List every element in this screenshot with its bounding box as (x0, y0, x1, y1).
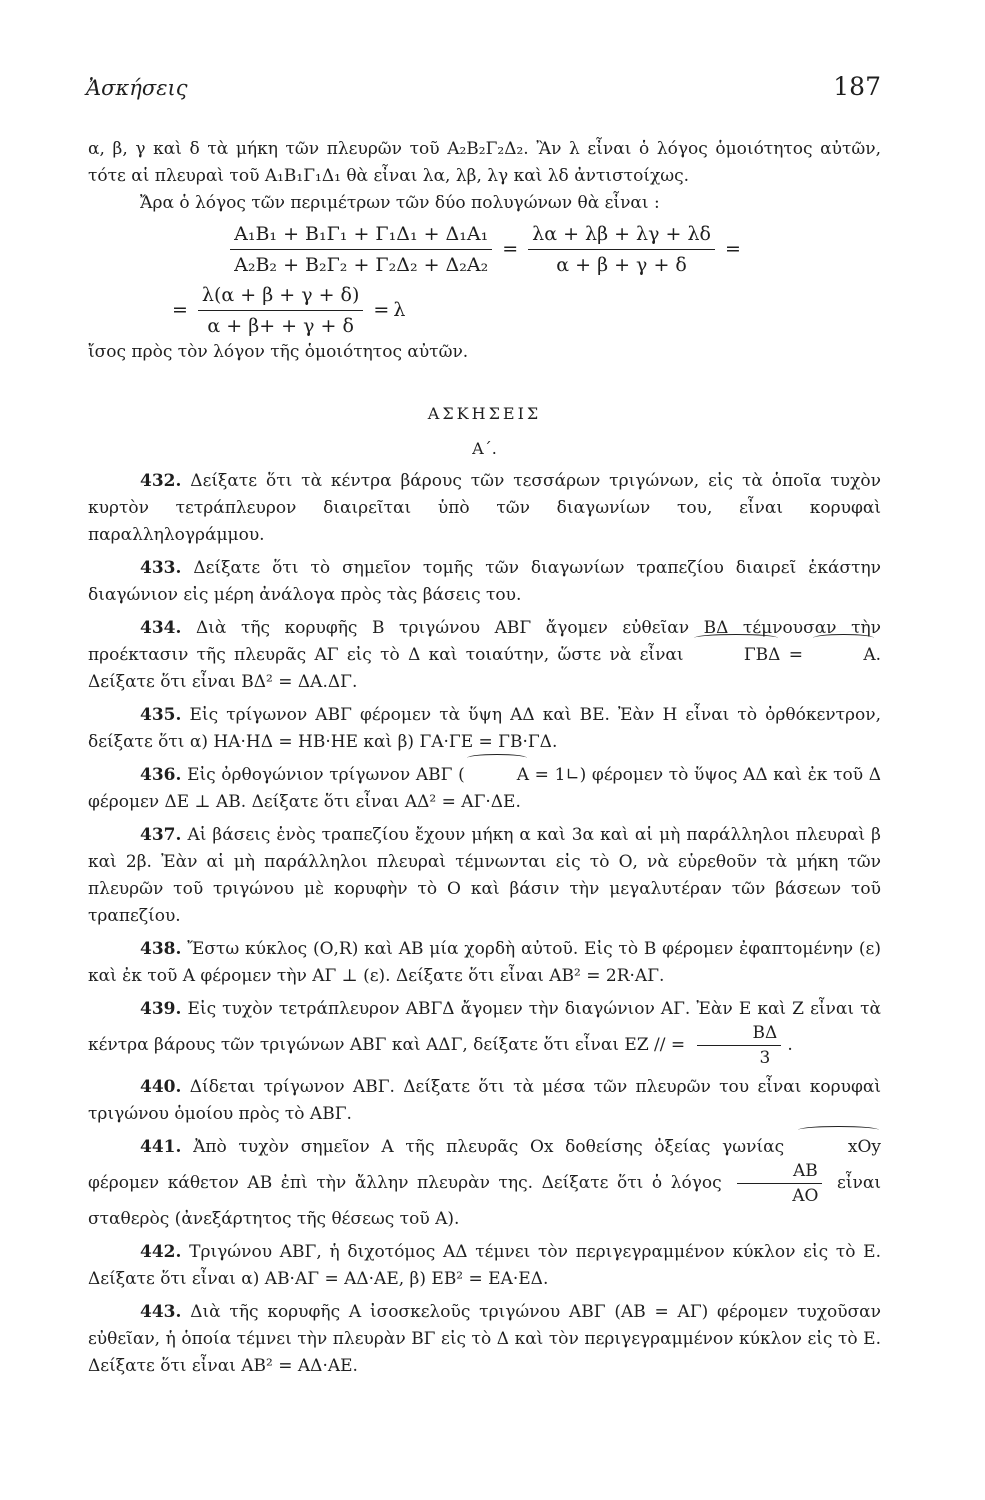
exercise-text: Δίδεται τρίγωνον ΑΒΓ. Δείξατε ὅτι τὰ μέσα τῶν πλευρῶν του εἶναι κορυφαὶ τριγώνου ὁμοίου πρὸς τὸ ΑΒΓ. (88, 1077, 881, 1124)
equation-ratio-lambda (168, 282, 881, 339)
exercise-number: 437. (140, 825, 182, 845)
exercise-number: 438. (140, 939, 182, 959)
fraction-perimeters (230, 221, 492, 278)
angle-gbd: ΓΒΔ (692, 642, 781, 669)
exercise-text-end: = 1∟) φέρομεν τὸ ὕψος ΑΔ καὶ ἐκ τοῦ Δ φέρομεν ΔΕ ⊥ ΑΒ. Δείξατε ὅτι εἶναι ΑΔ² = ΑΓ·ΔΕ. (88, 765, 881, 812)
exercise-number: 433. (140, 558, 182, 578)
fraction-numerator: λα + λβ + λγ + λδ (528, 221, 715, 250)
exercise-437 (88, 822, 881, 930)
exercise-text: Ἔστω κύκλος (Ο,R) καὶ ΑΒ μία χορδὴ αὐτοῦ. Εἰς τὸ Β φέρομεν ἐφαπτομένην (ε) καὶ ἐκ τοῦ Α φέρομεν τὴν ΑΓ ⊥ (ε). Δείξατε ὅτι εἶναι ΑΒ² = 2R·ΑΓ. (88, 939, 882, 986)
exercise-text: Δείξατε ὅτι τὰ κέντρα βάρους τῶν τεσσάρων τριγώνων, εἰς τὰ ὁποῖα τυχὸν κυρτὸν τετράπλευρον διαιρεῖται ὑπὸ τῶν διαγωνίων του, εἶναι κορυφαὶ παραλληλογράμμου. (88, 471, 882, 545)
page-body (88, 136, 881, 1380)
angle-a: Α (811, 642, 875, 669)
exercise-text: Εἰς τυχὸν τετράπλευρον ΑΒΓΔ ἄγομεν τὴν διαγώνιον ΑΓ. Ἐὰν Ε καὶ Ζ εἶναι τὰ κέντρα βάρους τῶν τριγώνων ΑΒΓ καὶ ΑΔΓ, δείξατε ὅτι εἶναι ΕΖ // = (88, 999, 882, 1055)
fraction-ab-over-ao (736, 1161, 822, 1206)
intro-paragraph-1: α, β, γ καὶ δ τὰ μήκη τῶν πλευρῶν τοῦ Α₂Β₂Γ₂Δ₂. Ἂν λ εἶναι ὁ λόγος ὁμοιότητος αὐτῶν, τότε αἱ πλευραὶ τοῦ Α₁Β₁Γ₁Δ₁ θὰ εἶναι λα, λβ, λγ καὶ λδ ἀντιστοίχως. (88, 139, 881, 186)
exercise-text: Διὰ τῆς κορυφῆς Α ἰσοσκελοῦς τριγώνου ΑΒΓ (ΑΒ = ΑΓ) φέρομεν τυχοῦσαν εὐθεῖαν, ἡ ὁποία τέμνει τὴν πλευρὰν ΒΓ εἰς τὸ Δ καὶ τὸν περιγεγραμμένον κύκλον εἰς τὸ Ε. Δείξατε ὅτι εἶναι ΑΒ² = ΑΔ·ΑΕ. (88, 1302, 881, 1376)
exercise-number: 434. (140, 618, 182, 638)
fraction-denominator: 3 (759, 1048, 771, 1068)
equals-sign: = (373, 299, 390, 321)
exercise-435 (88, 702, 881, 756)
intro-paragraph-2: Ἄρα ὁ λόγος τῶν περιμέτρων τῶν δύο πολυγώνων θὰ εἶναι : (140, 193, 660, 213)
equals-sign: = (172, 299, 188, 321)
exercise-441 (88, 1134, 881, 1233)
fraction-denominator: ΑΟ (792, 1186, 819, 1206)
result-lambda: λ (393, 299, 406, 321)
angle-xoy: xΟy (796, 1134, 881, 1161)
exercise-text: Διὰ τῆς κορυφῆς Β τριγώνου ΑΒΓ ἄγομεν εὐθεῖαν ΒΔ τέμνουσαν τὴν προέκτασιν τῆς πλευρᾶς ΑΓ εἰς τὸ Δ καὶ τοιαύτην, ὥστε νὰ εἶναι (88, 618, 881, 665)
exercise-number: 432. (140, 471, 182, 491)
page-number: 187 (833, 72, 881, 101)
exercise-number: 441. (140, 1137, 182, 1157)
exercise-438 (88, 936, 881, 990)
angle-a: Α (465, 762, 529, 789)
equals-sign: = (724, 238, 741, 260)
exercise-434 (88, 615, 881, 696)
exercise-text: Εἰς ὀρθογώνιον τρίγωνον ΑΒΓ ( (187, 765, 465, 785)
exercise-432 (88, 468, 881, 549)
exercise-text-end: . (787, 1035, 793, 1055)
section-title: ΑΣΚΗΣΕΙΣ (427, 404, 542, 423)
section-subtitle: Α΄. (472, 439, 497, 458)
page-header (86, 72, 881, 108)
fraction-denominator: α + β+ + γ + δ (207, 315, 354, 337)
exercise-text: Αἱ βάσεις ἑνὸς τραπεζίου ἔχουν μήκη α καὶ 3α καὶ αἱ μὴ παράλληλοι πλευραὶ β καὶ 2β. Ἐὰν αἱ μὴ παράλληλοι πλευραὶ τέμνωνται εἰς τὸ Ο, νὰ εὑρεθοῦν τὰ μήκη τῶν πλευρῶν τοῦ τριγώνου μὲ κορυφὴν τὸ Ο καὶ βάσιν τὴν μεγαλυτέραν τῶν βάσεων τοῦ τραπεζίου. (88, 825, 882, 926)
exercise-text: Τριγώνου ΑΒΓ, ἡ διχοτόμος ΑΔ τέμνει τὸν περιγεγραμμένον κύκλον εἰς τὸ Ε. Δείξατε ὅτι εἶναι α) ΑΒ·ΑΓ = ΑΔ·ΑΕ, β) ΕΒ² = ΕΑ·ΕΔ. (88, 1242, 881, 1289)
exercise-number: 442. (140, 1242, 182, 1262)
equals-text: = (780, 645, 812, 665)
exercise-439 (88, 996, 881, 1068)
exercise-text: Δείξατε ὅτι τὸ σημεῖον τομῆς τῶν διαγωνίων τραπεζίου διαιρεῖ ἑκάστην διαγώνιον εἰς μέρη ἀνάλογα πρὸς τὰς βάσεις του. (88, 558, 882, 605)
exercise-number: 435. (140, 705, 182, 725)
intro-paragraph-3: ἴσος πρὸς τὸν λόγον τῆς ὁμοιότητος αὐτῶν. (88, 342, 469, 362)
exercise-442 (88, 1239, 881, 1293)
fraction-factored (198, 282, 363, 339)
exercise-text-end: εἶναι σταθερὸς (ἀνεξάρτητος τῆς θέσεως τοῦ Α). (88, 1173, 881, 1229)
fraction-numerator: Α₁Β₁ + Β₁Γ₁ + Γ₁Δ₁ + Δ₁Α₁ (230, 221, 492, 250)
exercise-number: 436. (140, 765, 182, 785)
exercise-440 (88, 1074, 881, 1128)
exercise-text-end: . Δείξατε ὅτι εἶναι ΒΔ² = ΔΑ.ΔΓ. (88, 645, 882, 692)
fraction-numerator: λ(α + β + γ + δ) (198, 282, 363, 311)
fraction-denominator: Α₂Β₂ + Β₂Γ₂ + Γ₂Δ₂ + Δ₂Α₂ (234, 254, 489, 276)
fraction-numerator: ΒΔ (697, 1023, 782, 1046)
exercise-text-mid: φέρομεν κάθετον ΑΒ ἐπὶ τὴν ἄλλην πλευρὰν της. Δείξατε ὅτι ὁ λόγος (88, 1173, 722, 1193)
fraction-denominator: α + β + γ + δ (556, 254, 687, 276)
fraction-numerator: ΑΒ (737, 1161, 822, 1184)
equals-sign: = (502, 238, 519, 260)
fraction-bd-over-3 (697, 1023, 782, 1068)
exercise-number: 439. (140, 999, 182, 1019)
running-title: Ἀσκήσεις (86, 76, 188, 100)
fraction-scaled (528, 221, 715, 278)
exercise-436 (88, 762, 881, 816)
exercise-number: 443. (140, 1302, 182, 1322)
exercise-text: Εἰς τρίγωνον ΑΒΓ φέρομεν τὰ ὕψη ΑΔ καὶ ΒΕ. Ἐὰν Η εἶναι τὸ ὀρθόκεντρον, δείξατε ὅτι α) ΗΑ·ΗΔ = ΗΒ·ΗΕ καὶ β) ΓΑ·ΓΕ = ΓΒ·ΓΔ. (88, 705, 882, 752)
exercise-443 (88, 1299, 881, 1380)
exercise-number: 440. (140, 1077, 182, 1097)
exercise-433 (88, 555, 881, 609)
exercise-text: Ἀπὸ τυχὸν σημεῖον Α τῆς πλευρᾶς Οx δοθείσης ὀξείας γωνίας (193, 1137, 785, 1157)
equation-perimeter-ratio (88, 221, 881, 278)
